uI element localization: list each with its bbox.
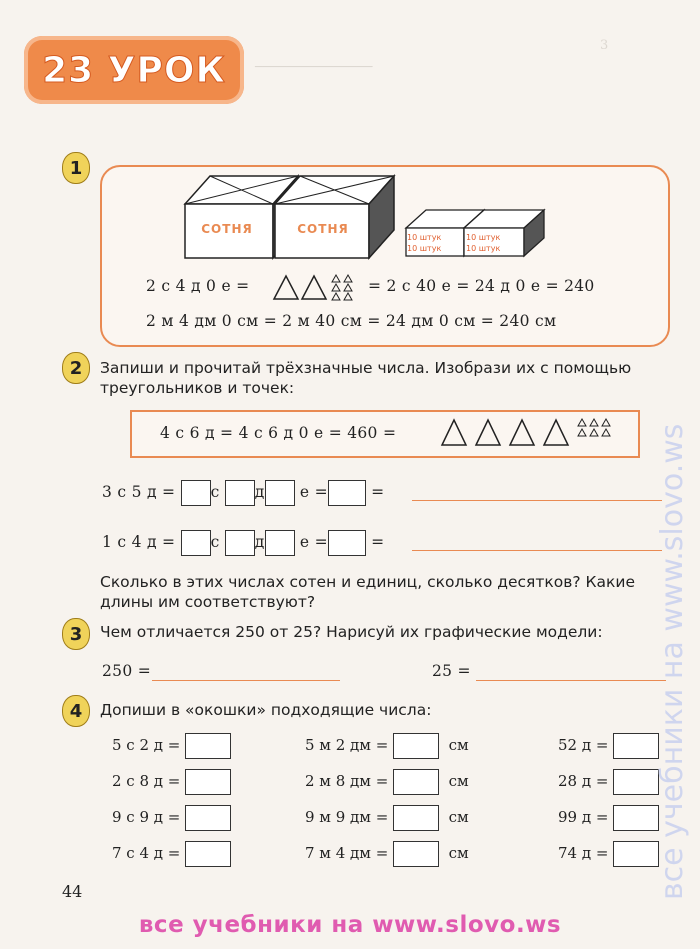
answer-window[interactable] (185, 841, 231, 867)
task-4-col-3-row-3: 99 д = (558, 805, 659, 831)
lesson-title: 23 УРОК (42, 49, 226, 91)
task-1-equation-1-right: = 2 с 40 е = 24 д 0 е = 240 (368, 277, 595, 295)
task-3-left-label: 250 = (102, 662, 151, 680)
answer-window[interactable] (185, 733, 231, 759)
ten-small-triangles-icon (578, 419, 610, 436)
block-label-1: СОТНЯ (201, 222, 253, 236)
task-2-text: Запиши и прочитай трёхзначные числа. Изобрази их с помощью треугольников и точек: (100, 359, 632, 397)
task-3-text: Чем отличается 250 от 25? Нарисуй их графические модели: (100, 623, 603, 641)
page-number: 44 (62, 882, 83, 901)
strip-labels-right: 10 штук 10 штук (466, 233, 501, 253)
lesson-title-box (24, 36, 244, 104)
task-4-col-3-row-2: 28 д = (558, 769, 659, 795)
task-2-example: 4 с 6 д = 4 с 6 д 0 е = 460 = (160, 424, 397, 442)
answer-line[interactable] (412, 500, 662, 501)
answer-window[interactable] (613, 769, 659, 795)
task-3-right-label: 25 = (432, 662, 471, 680)
answer-line[interactable] (476, 680, 666, 681)
hundred-block-2 (275, 176, 394, 258)
answer-window[interactable] (185, 805, 231, 831)
units-input[interactable] (265, 480, 295, 506)
task-4-col-3-row-4: 74 д = (558, 841, 659, 867)
answer-window[interactable] (393, 769, 439, 795)
hundred-triangle-icon (302, 276, 326, 299)
hundreds-input[interactable] (181, 530, 211, 556)
task-4-text: Допиши в «окошки» подходящие числа: (100, 701, 432, 719)
task-4-col-1-row-4: 7 с 4 д = (112, 841, 231, 867)
answer-window[interactable] (613, 805, 659, 831)
bleed-text: 3 (600, 38, 609, 53)
task-4-col-3-row-1: 52 д = (558, 733, 659, 759)
tens-input[interactable] (225, 480, 255, 506)
task-2-badge: 2 (62, 352, 90, 384)
hundred-triangles-icon (442, 420, 568, 445)
task-4-col-1-row-3: 9 с 9 д = (112, 805, 231, 831)
answer-window[interactable] (613, 733, 659, 759)
answer-window[interactable] (613, 841, 659, 867)
task-2-question: Сколько в этих числах сотен и единиц, сколько десятков? Какие длины им соответствуют? (100, 573, 635, 611)
task-2-row-1: 3 с 5 д = с д е = = (102, 480, 384, 506)
example-triangle-model (438, 416, 628, 448)
task-4-badge: 4 (62, 695, 90, 727)
task-1-equation-2: 2 м 4 дм 0 см = 2 м 40 см = 24 дм 0 см = 240 см (146, 312, 557, 330)
answer-window[interactable] (393, 733, 439, 759)
answer-line[interactable] (152, 680, 340, 681)
task-4-col-2-row-3: 9 м 9 дм = см (305, 805, 469, 831)
task-4-col-1-row-2: 2 с 8 д = (112, 769, 231, 795)
task-4-col-1-row-1: 5 с 2 д = (112, 733, 231, 759)
task-1-badge: 1 (62, 152, 90, 184)
strip-labels-left: 10 штук 10 штук (407, 233, 442, 253)
task-2-row-2: 1 с 4 д = с д е = = (102, 530, 384, 556)
task-4-col-2-row-2: 2 м 8 дм = см (305, 769, 469, 795)
number-input[interactable] (328, 530, 366, 556)
answer-window[interactable] (185, 769, 231, 795)
units-input[interactable] (265, 530, 295, 556)
hundred-triangle-icon (274, 276, 298, 299)
tens-input[interactable] (225, 530, 255, 556)
task-4-col-2-row-4: 7 м 4 дм = см (305, 841, 469, 867)
hundreds-input[interactable] (181, 480, 211, 506)
answer-window[interactable] (393, 805, 439, 831)
footer-watermark: все учебники на www.slovo.ws (138, 912, 562, 938)
answer-window[interactable] (393, 841, 439, 867)
side-watermark: все учебники на www.slovo.ws (655, 423, 690, 900)
task-4-col-2-row-1: 5 м 2 дм = см (305, 733, 469, 759)
bleed-text: ─────────────── (255, 60, 373, 75)
task-3-badge: 3 (62, 618, 90, 650)
task-1-equation-1-left: 2 с 4 д 0 е = (146, 277, 250, 295)
hundreds-blocks-illustration (180, 172, 410, 262)
triangle-dot-model (270, 272, 366, 302)
answer-line[interactable] (412, 550, 662, 551)
ten-small-triangles-icon (332, 275, 352, 300)
number-input[interactable] (328, 480, 366, 506)
block-label-2: СОТНЯ (297, 222, 349, 236)
